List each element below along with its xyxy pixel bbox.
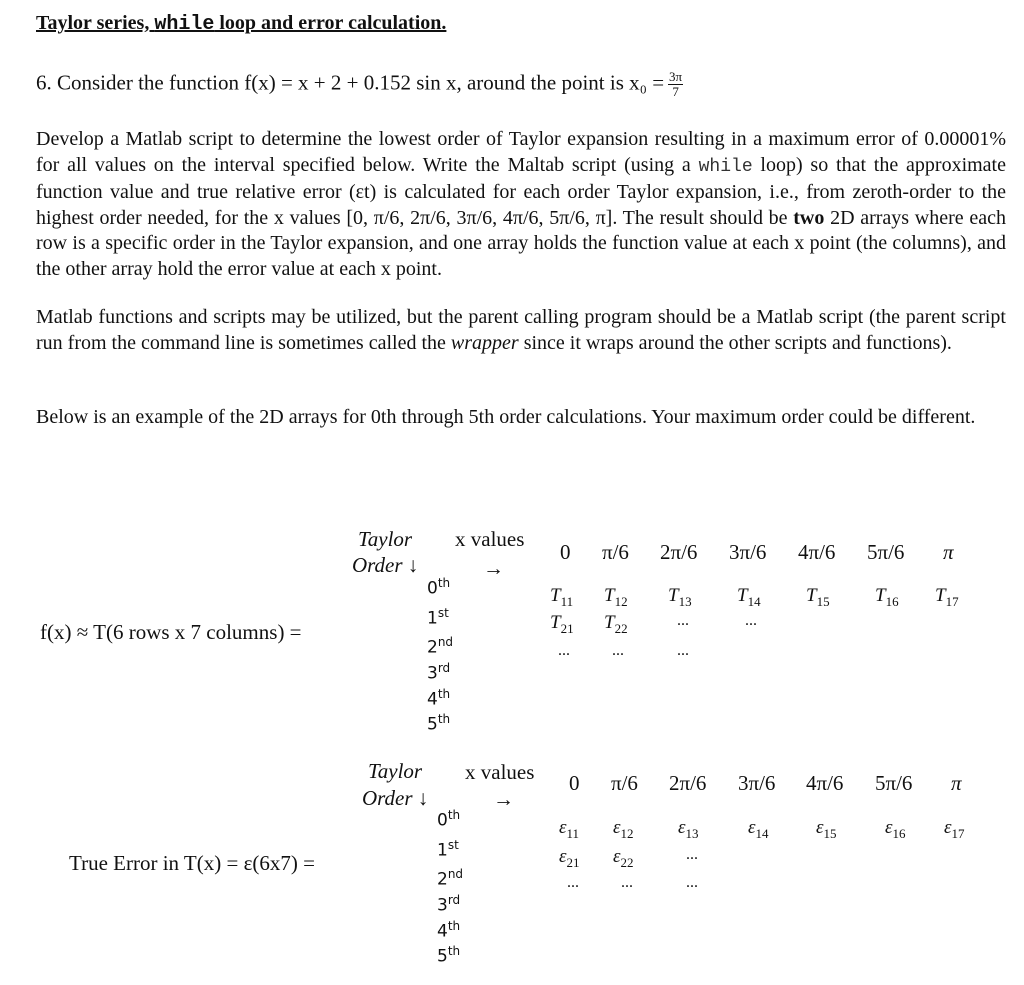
- paragraph-example: Below is an example of the 2D arrays for 0th through 5th order calculations. Your maximum order could be different.: [36, 406, 976, 428]
- table1-cell-31: ...: [558, 642, 570, 659]
- table1-col-6: π: [943, 540, 954, 564]
- table2-arrow: →: [493, 787, 514, 811]
- table1-order-1: 1st: [427, 606, 449, 629]
- table2-cell-21: $\varepsilon_{21}$: [559, 846, 580, 870]
- table2-label: True Error in T(x) = ε(6x7) =: [69, 851, 315, 875]
- bold-two: two: [793, 206, 825, 229]
- table2-cell-14: $\varepsilon_{14}$: [748, 817, 769, 841]
- table1-cell-12: $T_{12}$: [604, 585, 628, 609]
- table1-col-5: 5π/6: [867, 540, 905, 564]
- table1-cell-11: $T_{11}$: [550, 585, 574, 609]
- table2-col-1: π/6: [611, 771, 638, 795]
- table1-col-2: 2π/6: [660, 540, 698, 564]
- paragraph-instructions: Develop a Matlab script to determine the lowest order of Taylor expansion resulting in a maximum error of 0.00001% for all values on the interval specified below. Write the Maltab script (using a while loop) so that the approximate function value and true relative error (εt) is calculated for each order Taylor expansion, i.e., from zeroth-order to the highest order needed, for the x values [0, π/6, 2π/6, 3π/6, 4π/6, 5π/6, π]. The result should be two 2D arrays where each row is a specific order in the Taylor expansion, and one array holds the function value at each x point (the columns), and the other array hold the error value at each x point.: [36, 128, 1006, 280]
- table1-label: f(x) ≈ T(6 rows x 7 columns) =: [40, 620, 302, 644]
- inline-code-while: while: [698, 156, 753, 177]
- table1-order-4: 4th: [427, 687, 451, 710]
- table2-order-4: 4th: [437, 919, 461, 942]
- table1-cell-14: $T_{14}$: [737, 585, 761, 609]
- table2-cell-32: ...: [621, 874, 633, 891]
- table1-order-0: 0th: [427, 576, 451, 599]
- table1-col-3: 3π/6: [729, 540, 767, 564]
- table1-cell-21: $T_{21}$: [550, 612, 574, 636]
- table1-cell-32: ...: [612, 642, 624, 659]
- table1-cell-22: $T_{22}$: [604, 612, 628, 636]
- table2-cell-23: ...: [686, 846, 698, 863]
- table2-cell-15: $\varepsilon_{15}$: [816, 817, 837, 841]
- problem-statement: [36, 70, 683, 99]
- table2-cell-17: $\varepsilon_{17}$: [944, 817, 965, 841]
- table2-col-2: 2π/6: [669, 771, 707, 795]
- x0-numerator: 3π: [669, 69, 683, 84]
- table2-xvalues: x values: [465, 760, 535, 784]
- table1-taylor: Taylor: [358, 527, 413, 551]
- table1-order-2: 2nd: [427, 635, 454, 658]
- table2-col-0: 0: [569, 771, 580, 795]
- table1-arrow: →: [483, 556, 504, 580]
- table1-cell-15: $T_{15}$: [806, 585, 830, 609]
- table2-cell-33: ...: [686, 874, 698, 891]
- table1-cell-16: $T_{16}$: [875, 585, 899, 609]
- table2-order: Order ↓: [362, 786, 429, 810]
- table1-cell-23: ...: [677, 612, 689, 629]
- problem-text: 6. Consider the function f(x) = x + 2 + 0.152 sin x, around the point is x₀ =: [36, 70, 665, 95]
- table2-cell-13: $\varepsilon_{13}$: [678, 817, 699, 841]
- table2-order-1: 1st: [437, 838, 459, 861]
- table2-order-0: 0th: [437, 808, 461, 831]
- table2-col-3: 3π/6: [738, 771, 776, 795]
- section-title: [36, 12, 446, 36]
- table2-cell-31: ...: [567, 874, 579, 891]
- table1-col-4: 4π/6: [798, 540, 836, 564]
- table2-col-4: 4π/6: [806, 771, 844, 795]
- italic-wrapper: wrapper: [450, 331, 519, 354]
- table2-cell-22: $\varepsilon_{22}$: [613, 846, 634, 870]
- paragraph-wrapper: Matlab functions and scripts may be utilized, but the parent calling program should be a Matlab script (the parent script run from the command line is sometimes called the wrapper since it wraps around the other scripts and functions).: [36, 306, 1006, 354]
- title-code: while: [154, 13, 215, 36]
- table2-cell-16: $\varepsilon_{16}$: [885, 817, 906, 841]
- title-prefix: Taylor series,: [36, 12, 155, 34]
- title-suffix: loop and error calculation.: [214, 12, 447, 34]
- table2-col-5: 5π/6: [875, 771, 913, 795]
- table2-taylor: Taylor: [368, 759, 423, 783]
- table1-order: Order ↓: [352, 553, 419, 577]
- table1-order-3: 3rd: [427, 661, 451, 684]
- table1-cell-17: $T_{17}$: [935, 585, 959, 609]
- table2-order-3: 3rd: [437, 893, 461, 916]
- x0-denominator: 7: [672, 84, 679, 99]
- table1-cell-24: ...: [745, 612, 757, 629]
- table1-xvalues: x values: [455, 527, 525, 551]
- table1-cell-33: ...: [677, 642, 689, 659]
- table2-order-5: 5th: [437, 944, 461, 967]
- table1-col-0: 0: [560, 540, 571, 564]
- table2-cell-12: $\varepsilon_{12}$: [613, 817, 634, 841]
- table2-order-2: 2nd: [437, 867, 464, 890]
- x0-fraction: [668, 70, 683, 99]
- table1-cell-13: $T_{13}$: [668, 585, 692, 609]
- table2-col-6: π: [951, 771, 962, 795]
- table2-cell-11: $\varepsilon_{11}$: [559, 817, 580, 841]
- table1-col-1: π/6: [602, 540, 629, 564]
- table1-order-5: 5th: [427, 712, 451, 735]
